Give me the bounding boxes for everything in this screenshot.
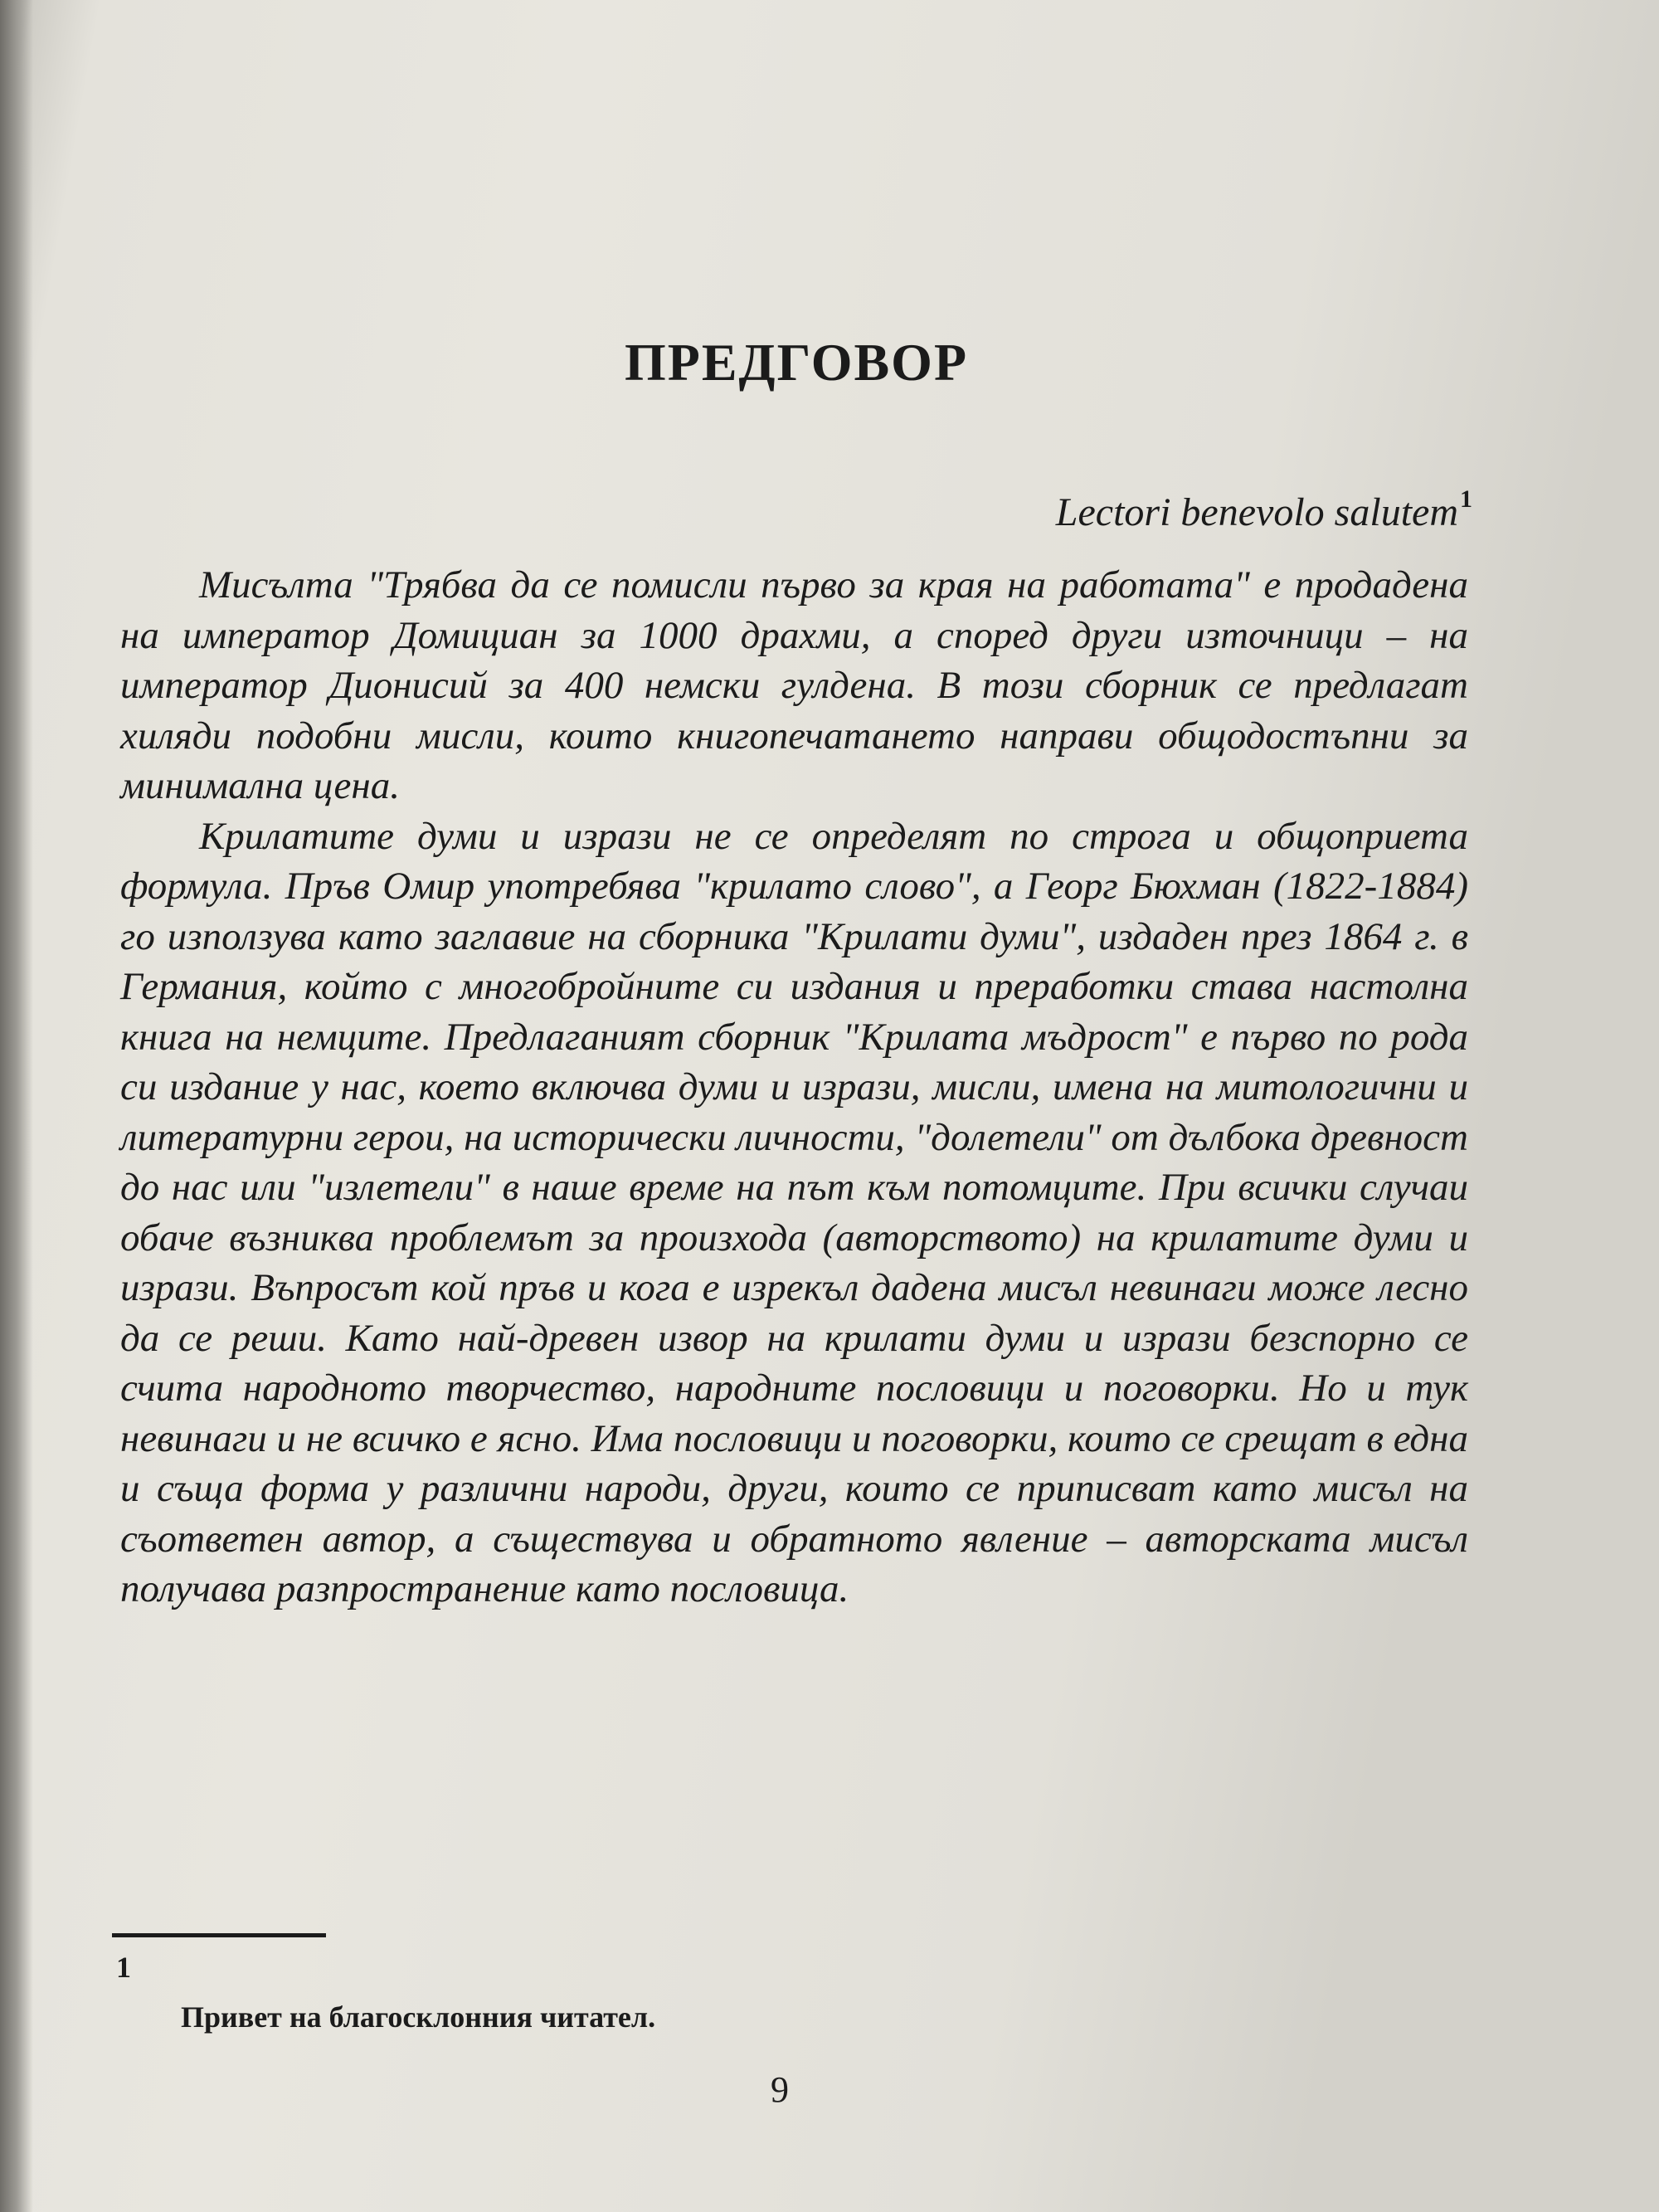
footnote-divider bbox=[112, 1933, 326, 1937]
footnote-reference: 1 bbox=[1460, 485, 1472, 513]
epigraph bbox=[1056, 485, 1472, 535]
page-number: 9 bbox=[771, 2069, 789, 2110]
body-text bbox=[120, 560, 1468, 1615]
paragraph-1: Мисълта "Трябва да се помисли първо за края на работата" е продадена на император Домициан за 1000 драхми, а според други източници – на император Дионисий за 400 немски гулдена. В този сборник се предлагат хиляди подобни мисли, които книгопечатането направи общодостъпни за минимална цена. bbox=[120, 563, 1468, 807]
page-title: ПРЕДГОВОР bbox=[624, 333, 969, 392]
footnote-text: Привет на благосклонния читател. bbox=[181, 2000, 656, 2034]
paragraph-2: Крилатите думи и изрази не се определят по строга и общоприета формула. Пръв Омир употребява "крилато слово", а Георг Бюхман (1822-1884) го използува като заглавие на сборника "Крилати думи", издаден през 1864 г. в Германия, който с многобройните си издания и преработки става настолна книга на немците. Предлаганият сборник "Крилата мъдрост" е първо по рода си издание у нас, което включва думи и изрази, мисли, имена на митологични и литературни герои, на исторически личности, "долетели" от дълбока древност до нас или "излетели" в наше време на път към потомците. При всички случаи обаче възниква проблемът за произхода (авторството) на крилатите думи и изрази. Въпросът кой пръв и кога е изрекъл дадена мисъл невинаги може лесно да се реши. Като най-древен извор на крилати думи и изрази безспорно се счита народното творчество, народните пословици и поговорки. Но и тук невинаги и не всичко е ясно. Има пословици и поговорки, които се срещат в една и съща форма у различни народи, други, които се приписват като мисъл на съответен автор, а съществува и обратното явление – авторската мисъл получава разпространение като пословица. bbox=[120, 814, 1468, 1610]
epigraph-text: Lectori benevolo salutem bbox=[1055, 490, 1458, 534]
footnote-mark: 1 bbox=[116, 1951, 131, 1984]
